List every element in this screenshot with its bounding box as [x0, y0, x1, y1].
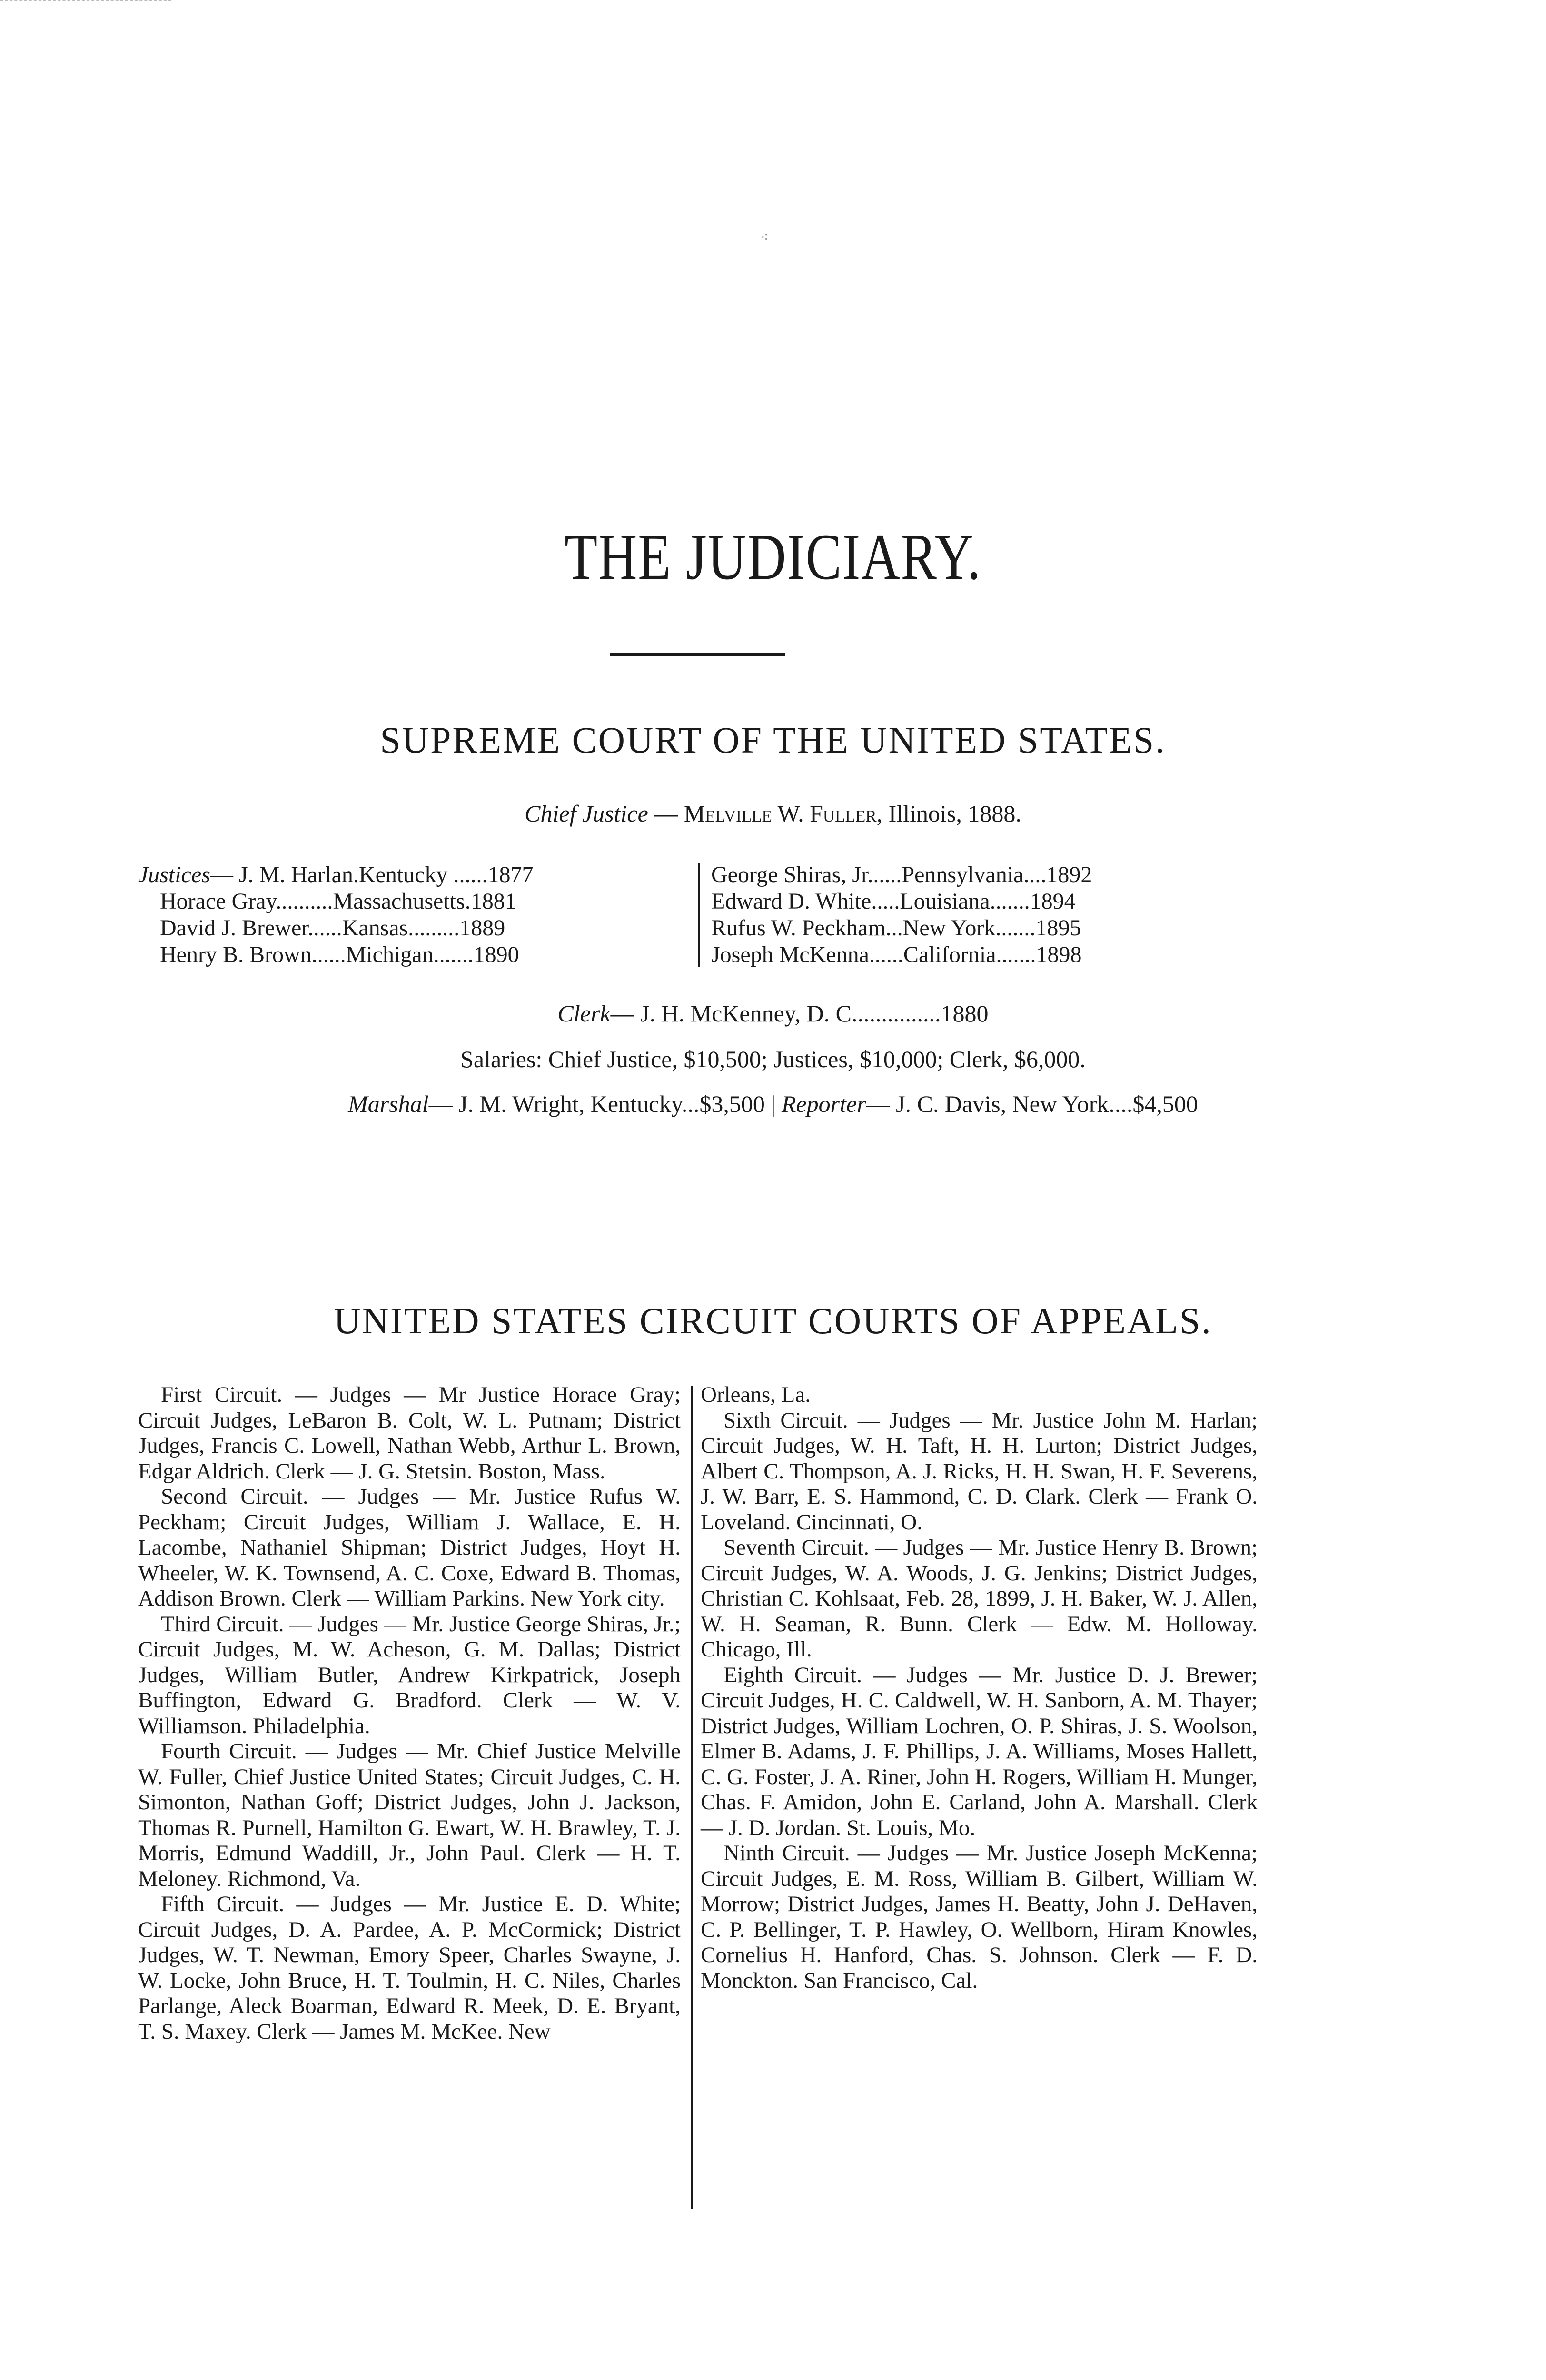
circuit-paragraph: Fourth Circuit. — Judges — Mr. Chief Justice Melville W. Fuller, Chief Justice United States; Circuit Judges, C. H. Simonton, Nathan Goff; District Judges, John J. Jackson, Thomas R. Purnell, Hamilton G. Ewart, W. H. Brawley, T. J. Morris, Edmund Waddill, Jr., John Paul. Clerk — H. T. Meloney. Richmond, Va. [138, 1739, 681, 1891]
circuit-paragraph: Sixth Circuit. — Judges — Mr. Justice John M. Harlan; Circuit Judges, W. H. Taft, H. H. Lurton; District Judges, Albert C. Thompson, A. J. Ricks, H. H. Swan, H. F. Severens, J. W. Barr, E. S. Hammond, C. D. Clark. Clerk — Frank O. Loveland. Cincinnati, O. [701, 1408, 1258, 1535]
circuit-right-column [701, 1382, 1258, 1993]
justices-column-divider [698, 863, 700, 967]
circuit-courts-heading: UNITED STATES CIRCUIT COURTS OF APPEALS. [334, 1300, 1212, 1341]
justice-entry: George Shiras, Jr......Pennsylvania....1892 [711, 862, 1092, 887]
page-title: THE JUDICIARY. [565, 520, 981, 593]
circuit-paragraph: Seventh Circuit. — Judges — Mr. Justice Henry B. Brown; Circuit Judges, W. A. Woods, J. G. Jenkins; District Judges, Christian C. Kohlsaat, Feb. 28, 1899, J. H. Baker, W. J. Allen, W. H. Seaman, R. Bunn. Clerk — Edw. M. Holloway. Chicago, Ill. [701, 1535, 1258, 1662]
circuit-paragraph: Second Circuit. — Judges — Mr. Justice Rufus W. Peckham; Circuit Judges, William J. Wallace, E. H. Lacombe, Nathaniel Shipman; District Judges, Hoyt H. Wheeler, W. K. Townsend, A. C. Coxe, Edward B. Thomas, Addison Brown. Clerk — William Parkins. New York city. [138, 1484, 681, 1611]
reporter-label: Reporter [781, 1091, 866, 1117]
reporter-text: — J. C. Davis, New York....$4,500 [866, 1091, 1198, 1117]
circuit-column-divider [691, 1386, 693, 2209]
justice-entry: David J. Brewer......Kansas.........1889 [160, 915, 505, 941]
justice-entry: Henry B. Brown......Michigan.......1890 [160, 942, 519, 967]
clerk-line [0, 1000, 1546, 1027]
circuit-paragraph: First Circuit. — Judges — Mr Justice Horace Gray; Circuit Judges, LeBaron B. Colt, W. L. Putnam; District Judges, Francis C. Lowell, Nathan Webb, Arthur L. Brown, Edgar Aldrich. Clerk — J. G. Stetsin. Boston, Mass. [138, 1382, 681, 1484]
justices-left-list [138, 862, 690, 968]
chief-justice-label: Chief Justice [525, 800, 648, 827]
circuit-paragraph: Eighth Circuit. — Judges — Mr. Justice D. J. Brewer; Circuit Judges, H. C. Caldwell, W. H. Sanborn, A. M. Thayer; District Judges, William Lochren, O. P. Shiras, J. S. Woolson, Elmer B. Adams, J. F. Phillips, J. A. Williams, Moses Hallett, C. G. Foster, J. A. Riner, John H. Rogers, William H. Munger, Chas. F. Amidon, John E. Carland, John A. Marshall. Clerk — J. D. Jordan. St. Louis, Mo. [701, 1662, 1258, 1840]
justice-entry: Edward D. White.....Louisiana.......1894 [711, 889, 1076, 914]
circuit-left-column [138, 1382, 681, 2044]
supreme-court-heading: SUPREME COURT OF THE UNITED STATES. [380, 719, 1166, 761]
salaries-line: Salaries: Chief Justice, $10,500; Justices, $10,000; Clerk, $6,000. [460, 1046, 1086, 1072]
clerk-text: — J. H. McKenney, D. C...............1880 [610, 1000, 989, 1027]
marshal-text: — J. M. Wright, Kentucky...$3,500 | [428, 1091, 776, 1117]
marshal-label: Marshal [348, 1091, 429, 1117]
circuit-paragraph: Third Circuit. — Judges — Mr. Justice George Shiras, Jr.; Circuit Judges, M. W. Acheson, G. M. Dallas; District Judges, William Butler, Andrew Kirkpatrick, Joseph Buffington, Edward G. Bradford. Clerk — W. V. Williamson. Philadelphia. [138, 1611, 681, 1738]
circuit-paragraph: Orleans, La. [701, 1382, 811, 1407]
justice-entry: Joseph McKenna......California.......1898 [711, 942, 1082, 967]
justice-entry: Rufus W. Peckham...New York.......1895 [711, 915, 1081, 941]
ink-speck: ⁖ [761, 230, 769, 245]
justice-entry: Horace Gray..........Massachusetts.1881 [160, 889, 516, 914]
top-edge-marks [0, 0, 171, 2]
chief-justice-name: Melville W. Fuller [684, 800, 877, 827]
justices-right-list [711, 862, 1263, 968]
justice-entry: Justices— J. M. Harlan.Kentucky ......1877 [138, 862, 534, 887]
marshal-reporter-line [0, 1090, 1546, 1118]
circuit-paragraph: Ninth Circuit. — Judges — Mr. Justice Joseph McKenna; Circuit Judges, E. M. Ross, William B. Gilbert, William W. Morrow; District Judges, James H. Beatty, John J. DeHaven, C. P. Bellinger, T. P. Hawley, O. Wellborn, Hiram Knowles, Cornelius H. Hanford, Chas. S. Johnson. Clerk — F. D. Monckton. San Francisco, Cal. [701, 1841, 1258, 1993]
circuit-paragraph: Fifth Circuit. — Judges — Mr. Justice E. D. White; Circuit Judges, D. A. Pardee, A. P. McCormick; District Judges, W. T. Newman, Emory Speer, Charles Swayne, J. W. Locke, John Bruce, H. T. Toulmin, H. C. Niles, Charles Parlange, Aleck Boarman, Edward R. Meek, D. E. Bryant, T. S. Maxey. Clerk — James M. McKee. New [138, 1892, 681, 2044]
chief-justice-line: Chief Justice — Melville W. Fuller, Illinois, 1888. [525, 800, 1021, 827]
justices-label: Justices [138, 862, 210, 887]
title-divider [610, 653, 785, 656]
chief-justice-details: , Illinois, 1888. [876, 800, 1021, 827]
clerk-label: Clerk [557, 1000, 611, 1027]
